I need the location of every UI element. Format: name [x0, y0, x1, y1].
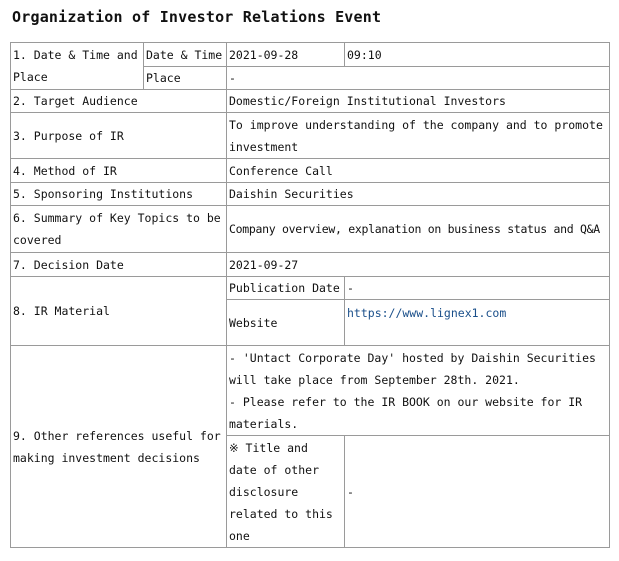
other-disclosure-value: - — [345, 436, 610, 548]
publication-date-label: Publication Date — [227, 277, 345, 300]
other-disclosure-label: ※ Title and date of other disclosure related to this one — [227, 436, 345, 548]
other-references-notes — [227, 346, 610, 436]
time-value: 09:10 — [345, 43, 610, 67]
topics-label: 6. Summary of Key Topics to be covered — [11, 206, 227, 253]
purpose-label: 3. Purpose of IR — [11, 113, 227, 159]
website-label: Website — [227, 300, 345, 346]
date-time-label: Date & Time — [144, 43, 227, 67]
topics-value: Company overview, explanation on business status and Q&A — [227, 206, 610, 253]
date-value: 2021-09-28 — [227, 43, 345, 67]
page-title: Organization of Investor Relations Event — [12, 8, 382, 26]
ir-event-table — [10, 42, 610, 548]
material-label: 8. IR Material — [11, 277, 227, 346]
decision-label: 7. Decision Date — [11, 253, 227, 277]
date-place-label: 1. Date & Time and Place — [11, 43, 144, 90]
method-label: 4. Method of IR — [11, 159, 227, 183]
note-ir-book: - Please refer to the IR BOOK on our website for IR materials. — [229, 394, 583, 431]
website-value[interactable]: https://www.lignex1.com — [345, 300, 610, 346]
decision-value: 2021-09-27 — [227, 253, 610, 277]
audience-value: Domestic/Foreign Institutional Investors — [227, 90, 610, 113]
sponsor-label: 5. Sponsoring Institutions — [11, 183, 227, 206]
audience-label: 2. Target Audience — [11, 90, 227, 113]
sponsor-value: Daishin Securities — [227, 183, 610, 206]
other-references-label: 9. Other references useful for making investment decisions — [11, 346, 227, 548]
method-value: Conference Call — [227, 159, 610, 183]
place-label: Place — [144, 67, 227, 90]
place-value: - — [227, 67, 610, 90]
publication-date-value: - — [345, 277, 610, 300]
note-untact-day: - 'Untact Corporate Day' hosted by Daishin Securities will take place from September 28th. 2021. — [229, 350, 596, 387]
purpose-value: To improve understanding of the company and to promote investment — [227, 113, 610, 159]
